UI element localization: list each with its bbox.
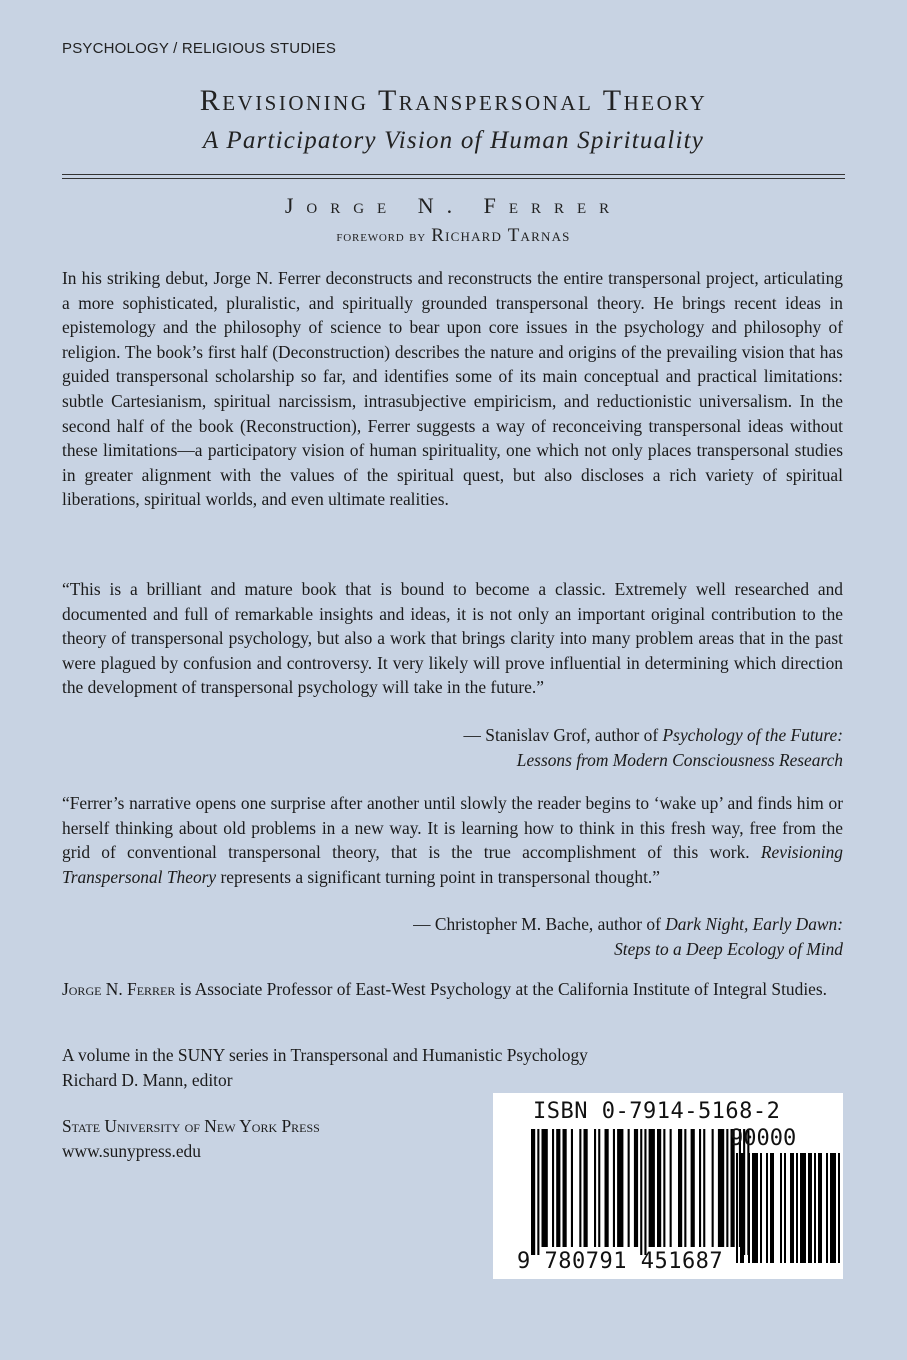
barcode-bar bbox=[808, 1153, 812, 1263]
barcode-bar bbox=[838, 1153, 840, 1263]
barcode-bar bbox=[770, 1153, 774, 1263]
barcode-bar bbox=[748, 1153, 750, 1263]
barcode-bar bbox=[634, 1129, 638, 1247]
barcode-bar bbox=[598, 1129, 600, 1247]
attribution-text: — Stanislav Grof, author of bbox=[463, 725, 659, 745]
barcode-bar bbox=[613, 1129, 615, 1247]
barcode-bar bbox=[657, 1129, 661, 1247]
barcode-bar bbox=[571, 1129, 573, 1247]
barcode-bar bbox=[537, 1129, 539, 1255]
series-info bbox=[62, 1043, 843, 1092]
barcode-bar bbox=[800, 1153, 806, 1263]
barcode-bar bbox=[726, 1129, 728, 1247]
endorsement-attribution-grof bbox=[464, 723, 843, 772]
attribution-work-subtitle: Steps to a Deep Ecology of Mind bbox=[614, 938, 843, 959]
author-name: Jorge N. Ferrer bbox=[284, 193, 623, 218]
book-title: Revisioning Transpersonal Theory bbox=[199, 84, 708, 117]
foreword-author: Richard Tarnas bbox=[431, 225, 571, 246]
endorsement-attribution-bache bbox=[413, 912, 843, 961]
publisher-info bbox=[62, 1114, 320, 1163]
book-subtitle: A Participatory Vision of Human Spirituality bbox=[202, 127, 705, 154]
barcode-bar bbox=[718, 1129, 724, 1247]
barcode-bar bbox=[617, 1129, 623, 1247]
barcode-bar bbox=[796, 1153, 798, 1263]
barcode-bar bbox=[818, 1153, 822, 1263]
ean-digits: 9 780791 451687 bbox=[517, 1249, 724, 1274]
barcode-bar bbox=[703, 1129, 705, 1247]
barcode-bar bbox=[790, 1153, 794, 1263]
quote-text-end: represents a significant turning point in transpersonal thought.” bbox=[216, 866, 660, 887]
barcode-bar bbox=[826, 1153, 828, 1263]
endorsement-quote-grof: “This is a brilliant and mature book that is bound to become a classic. Extremely well researched and documented and full of remarkable insights and ideas, it is not only an important original contribution to the theory of transpersonal psychology, but also a work that brings clarity into many problem areas that in the past were plagued by confusion and controversy. It very likely will prove influential in determining which direction the development of transpersonal psychology will take in the future.” bbox=[62, 579, 843, 698]
barcode-bar bbox=[552, 1129, 554, 1247]
title-divider-bottom bbox=[62, 178, 845, 179]
attribution-work: Psychology of the Future: bbox=[662, 725, 843, 745]
barcode-bar bbox=[640, 1129, 642, 1255]
category-label: PSYCHOLOGY / RELIGIOUS STUDIES bbox=[62, 40, 337, 57]
barcode-bar bbox=[784, 1153, 786, 1263]
endorsement-quote-bache bbox=[62, 791, 843, 889]
series-editor: Richard D. Mann, editor bbox=[62, 1069, 233, 1090]
barcode-bar bbox=[605, 1129, 609, 1247]
bio-name: Jorge N. Ferrer bbox=[62, 979, 176, 999]
author-bio bbox=[62, 977, 843, 1002]
barcode-bar bbox=[736, 1153, 738, 1263]
attribution-work: Dark Night, Early Dawn: bbox=[665, 914, 843, 934]
barcode-bar bbox=[594, 1129, 596, 1247]
barcode-bar bbox=[542, 1129, 548, 1247]
ean-bars bbox=[531, 1129, 749, 1255]
barcode-bar bbox=[691, 1129, 695, 1247]
barcode-bar bbox=[579, 1129, 581, 1247]
barcode-bar bbox=[712, 1129, 714, 1247]
barcode-bar bbox=[670, 1129, 672, 1247]
barcode-bar bbox=[531, 1129, 535, 1255]
attribution-work-subtitle: Lessons from Modern Consciousness Research bbox=[516, 749, 843, 770]
publisher-url: www.sunypress.edu bbox=[62, 1140, 201, 1161]
publisher-name: State University of New York Press bbox=[62, 1116, 320, 1136]
book-description: In his striking debut, Jorge N. Ferrer deconstructs and reconstructs the entire transpersonal project, articulating a more sophisticated, pluralistic, and spiritually grounded transpersonal theory. He brings recent ideas in epistemology and the philosophy of science to bear upon core issues in the psychology and philosophy of religion. The book’s first half (Deconstruction) describes the nature and origins of the prevailing vision that has guided transpersonal scholarship so far, and identifies some of its main conceptual and practical limitations: subtle Cartesianism, spiritual narcissism, intrasubjective empiricism, and reductionistic universalism. In the second half of the book (Reconstruction), Ferrer suggests a way of reconceiving transpersonal ideas without these limitations—a participatory vision of human spirituality, one which not only places transpersonal studies in greater alignment with the values of the spiritual quest, but also discloses a rich variety of spiritual liberations, spiritual worlds, and even ultimate realities. bbox=[62, 268, 843, 510]
barcode-bar bbox=[780, 1153, 782, 1263]
barcode-bar bbox=[663, 1129, 665, 1247]
barcode-bar bbox=[766, 1153, 768, 1263]
barcode-bar bbox=[752, 1153, 758, 1263]
barcode-bar bbox=[556, 1129, 560, 1247]
barcode-bar bbox=[740, 1153, 744, 1263]
barcode-bar bbox=[684, 1129, 686, 1247]
barcode-bar bbox=[649, 1129, 655, 1247]
barcode-bar bbox=[628, 1129, 630, 1247]
attribution-text: — Christopher M. Bache, author of bbox=[413, 914, 661, 934]
foreword-line bbox=[62, 225, 845, 247]
quote-book-title: Revisioning Transpersonal Theory bbox=[62, 842, 843, 887]
barcode-bar bbox=[814, 1153, 816, 1263]
price-addon-bars bbox=[736, 1153, 843, 1263]
price-code: 90000 bbox=[730, 1126, 797, 1151]
barcode-panel bbox=[493, 1093, 843, 1279]
foreword-prefix: foreword by bbox=[336, 229, 426, 245]
quote-text: “Ferrer’s narrative opens one surprise after another until slowly the reader begins to ‘wake up’ and finds him or herself thinking about old problems in a new way. It is learning how to think in this fresh way, free from the grid of conventional transpersonal theory, that is the true accomplishment of this work. bbox=[62, 793, 843, 863]
barcode-bar bbox=[584, 1129, 588, 1247]
title-divider-top bbox=[62, 174, 845, 175]
barcode-bar bbox=[644, 1129, 646, 1255]
barcode-bar bbox=[563, 1129, 567, 1247]
barcode-bar bbox=[760, 1153, 762, 1263]
isbn-label: ISBN 0-7914-5168-2 bbox=[533, 1099, 781, 1124]
barcode-bar bbox=[699, 1129, 701, 1247]
series-line: A volume in the SUNY series in Transpersonal and Humanistic Psychology bbox=[62, 1045, 588, 1065]
barcode-bar bbox=[830, 1153, 836, 1263]
bio-text: is Associate Professor of East-West Psychology at the California Institute of Integral Studies. bbox=[175, 979, 827, 999]
barcode-bar bbox=[678, 1129, 682, 1247]
